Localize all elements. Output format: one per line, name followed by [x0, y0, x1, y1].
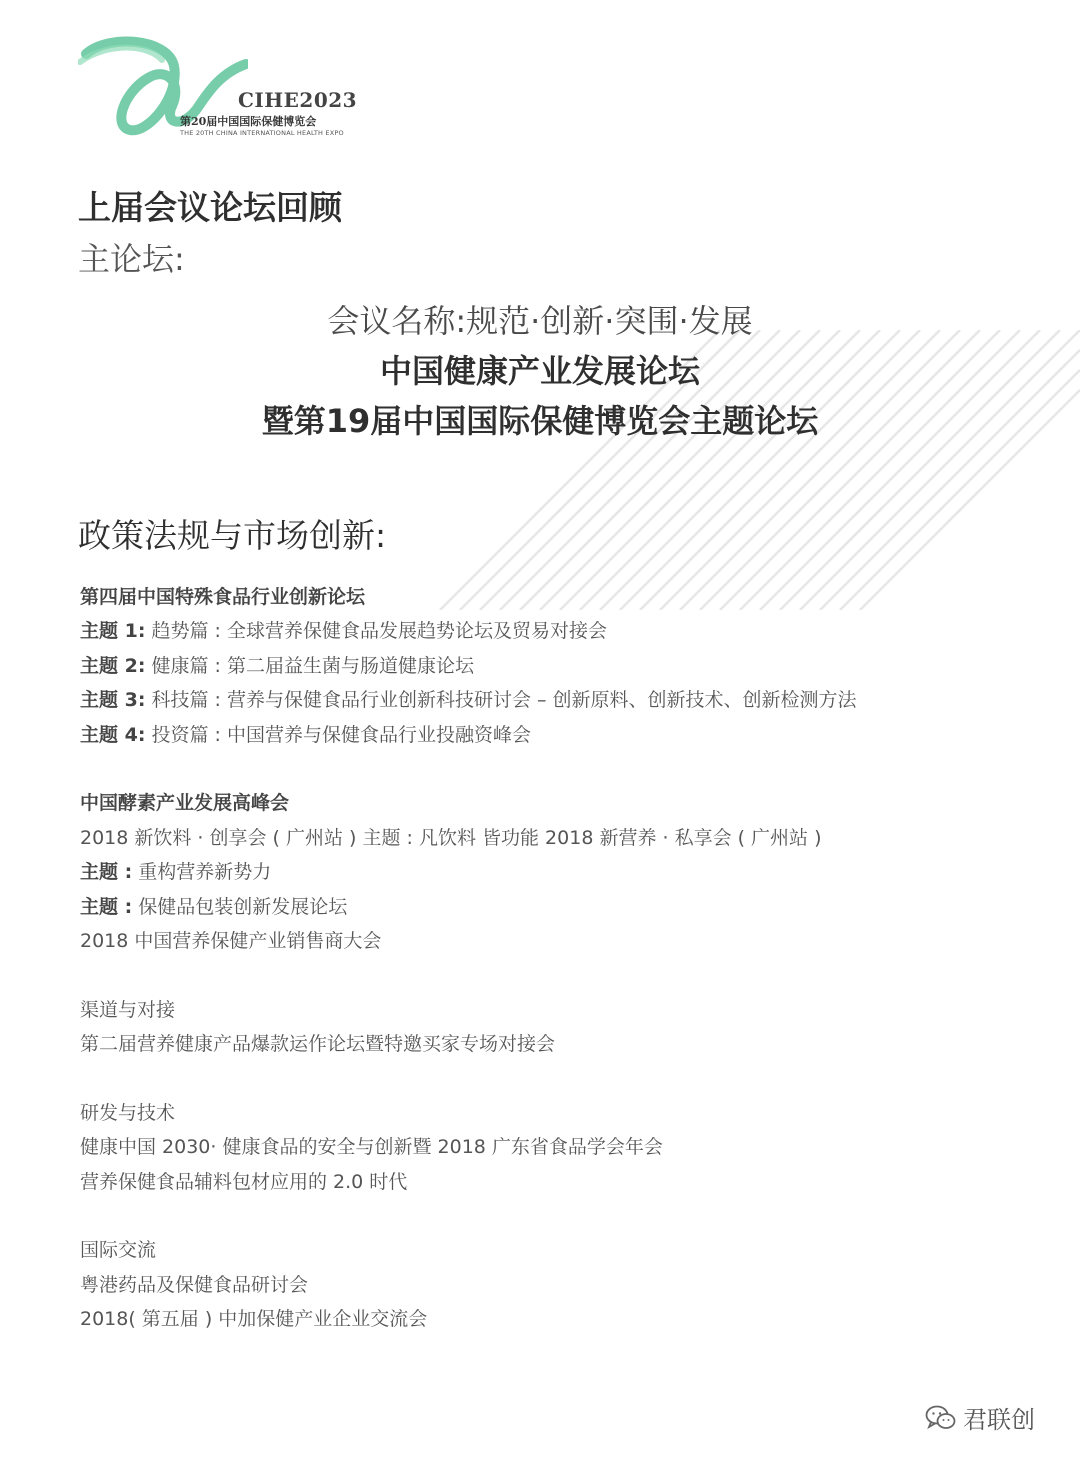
topic-label: 主题 1: [80, 620, 146, 643]
list-item: 营养保健食品辅料包材应用的 2.0 时代 [80, 1170, 408, 1193]
topic-line [80, 649, 1040, 683]
logo-english: THE 20TH CHINA INTERNATIONAL HEALTH EXPO [180, 129, 344, 137]
list-item: 粤港药品及保健食品研讨会 [80, 1273, 309, 1296]
topic-label: 主题 2: [80, 654, 146, 677]
topic-label: 主题 3: [80, 689, 146, 712]
section-heading-policy: 政策法规与市场创新: [78, 516, 387, 555]
topic-line [80, 718, 1040, 752]
conference-title-1: 中国健康产业发展论坛 [379, 352, 700, 390]
forum-list [80, 580, 1040, 1337]
topic-text: 保健品包装创新发展论坛 [132, 895, 348, 918]
topic-line [80, 614, 1040, 648]
logo-title: CIHE2023 [238, 88, 358, 112]
topic-label: 主题 : [80, 861, 133, 884]
topic-text: 趋势篇 : 全球营养保健食品发展趋势论坛及贸易对接会 [145, 620, 607, 643]
category-title: 渠道与对接 [80, 998, 176, 1021]
list-item: 2018( 第五届 ) 中加保健产业企业交流会 [80, 1308, 428, 1331]
wechat-icon [925, 1404, 957, 1432]
cihe-logo [78, 36, 368, 142]
watermark-text: 君联创 [963, 1406, 1035, 1434]
topic-line [80, 855, 1040, 889]
category-title: 国际交流 [80, 1239, 157, 1262]
topic-text: 投资篇 : 中国营养与保健食品行业投融资峰会 [145, 723, 531, 746]
list-item: 2018 新饮料 · 创享会 ( 广州站 ) 主题 : 凡饮料 皆功能 2018 新营养 · 私享会 ( 广州站 ) [80, 826, 822, 849]
forum-title: 中国酵素产业发展高峰会 [80, 792, 290, 815]
topic-line [80, 683, 1040, 717]
forum-title: 第四届中国特殊食品行业创新论坛 [80, 586, 366, 608]
list-item: 第二届营养健康产品爆款运作论坛暨特邀买家专场对接会 [80, 1033, 556, 1056]
topic-line [80, 890, 1040, 924]
conference-title-2: 暨第19届中国国际保健博览会主题论坛 [261, 402, 819, 440]
topic-text: 重构营养新势力 [132, 861, 272, 884]
list-item: 2018 中国营养保健产业销售商大会 [80, 929, 382, 952]
conference-name: 会议名称:规范·创新·突围·发展 [327, 302, 753, 340]
topic-text: 健康篇 : 第二届益生菌与肠道健康论坛 [145, 654, 474, 677]
section-heading-main-forum: 主论坛: [78, 240, 185, 278]
topic-label: 主题 : [80, 895, 133, 918]
list-item: 健康中国 2030· 健康食品的安全与创新暨 2018 广东省食品学会年会 [80, 1136, 663, 1159]
section-heading-review: 上届会议论坛回顾 [78, 188, 342, 227]
topic-text: 科技篇 : 营养与保健食品行业创新科技研讨会 – 创新原料、创新技术、创新检测方法 [145, 689, 857, 712]
category-title: 研发与技术 [80, 1101, 176, 1124]
logo-subtitle: 第20届中国国际保健博览会 [180, 115, 317, 128]
watermark [925, 1400, 1035, 1435]
topic-label: 主题 4: [80, 723, 146, 746]
